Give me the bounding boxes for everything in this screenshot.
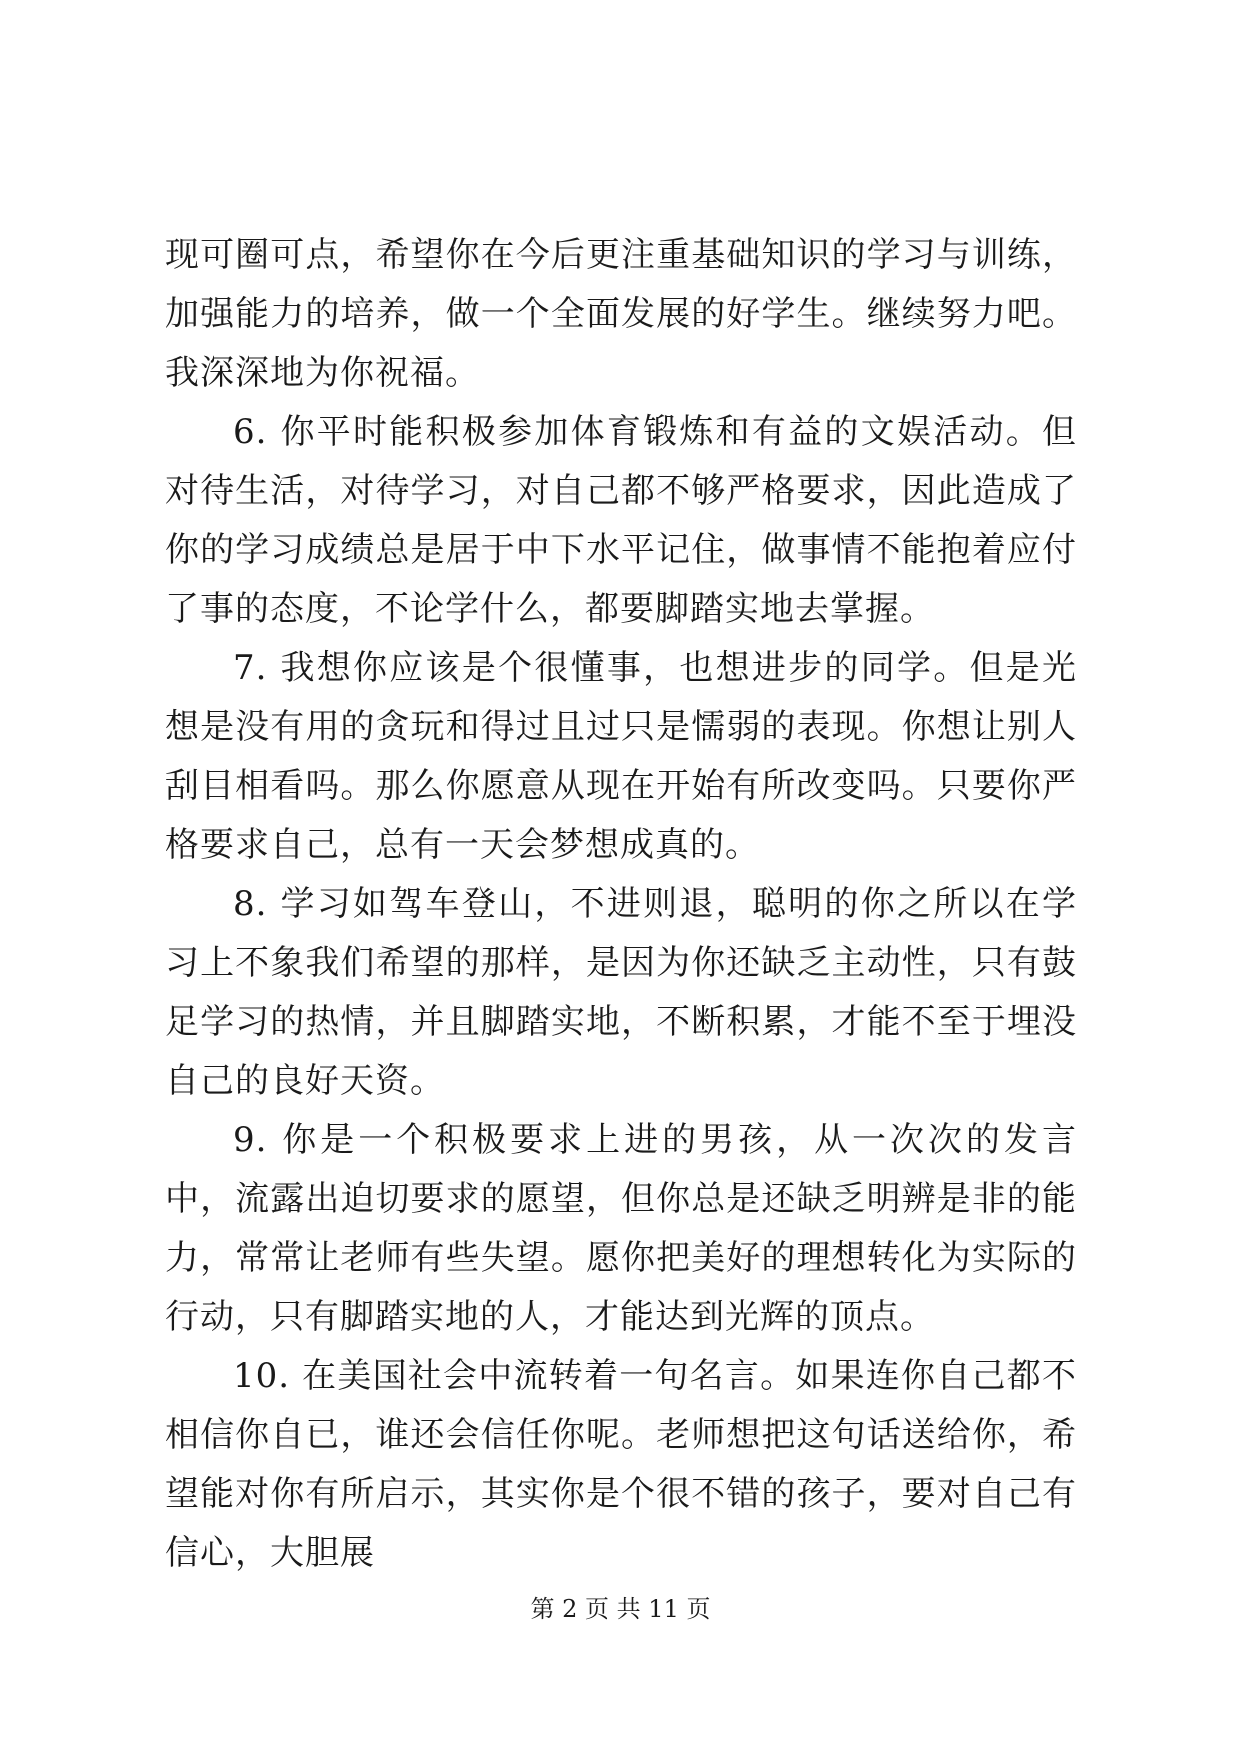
page-number-footer: 第 2 页 共 11 页 xyxy=(530,1595,711,1623)
paragraph-continuation: 现可圈可点，希望你在今后更注重基础知识的学习与训练，加强能力的培养，做一个全面发展的好学生。继续努力吧。我深深地为你祝福。 xyxy=(165,235,1077,393)
paragraph-item-8: 8. 学习如驾车登山，不进则退，聪明的你之所以在学习上不象我们希望的那样，是因为你还缺乏主动性，只有鼓足学习的热情，并且脚踏实地，不断积累，才能不至于埋没自己的良好天资。 xyxy=(165,884,1077,1101)
paragraph-item-7: 7. 我想你应该是个很懂事，也想进步的同学。但是光想是没有用的贪玩和得过且过只是懦弱的表现。你想让别人刮目相看吗。那么你愿意从现在开始有所改变吗。只要你严格要求自己，总有一天会梦想成真的。 xyxy=(165,648,1077,865)
paragraph-item-10: 10. 在美国社会中流转着一句名言。如果连你自己都不相信你自已，谁还会信任你呢。老师想把这句话送给你，希望能对你有所启示，其实你是个很不错的孩子，要对自己有信心，大胆展 xyxy=(165,1356,1077,1573)
paragraph-item-9: 9. 你是一个积极要求上进的男孩，从一次次的发言中，流露出迫切要求的愿望，但你总是还缺乏明辨是非的能力，常常让老师有些失望。愿你把美好的理想转化为实际的行动，只有脚踏实地的人，才能达到光辉的顶点。 xyxy=(165,1120,1077,1337)
document-body xyxy=(165,226,1077,1583)
paragraph-item-6: 6. 你平时能积极参加体育锻炼和有益的文娱活动。但对待生活，对待学习，对自己都不够严格要求，因此造成了你的学习成绩总是居于中下水平记住，做事情不能抱着应付了事的态度，不论学什么，都要脚踏实地去掌握。 xyxy=(165,412,1077,629)
